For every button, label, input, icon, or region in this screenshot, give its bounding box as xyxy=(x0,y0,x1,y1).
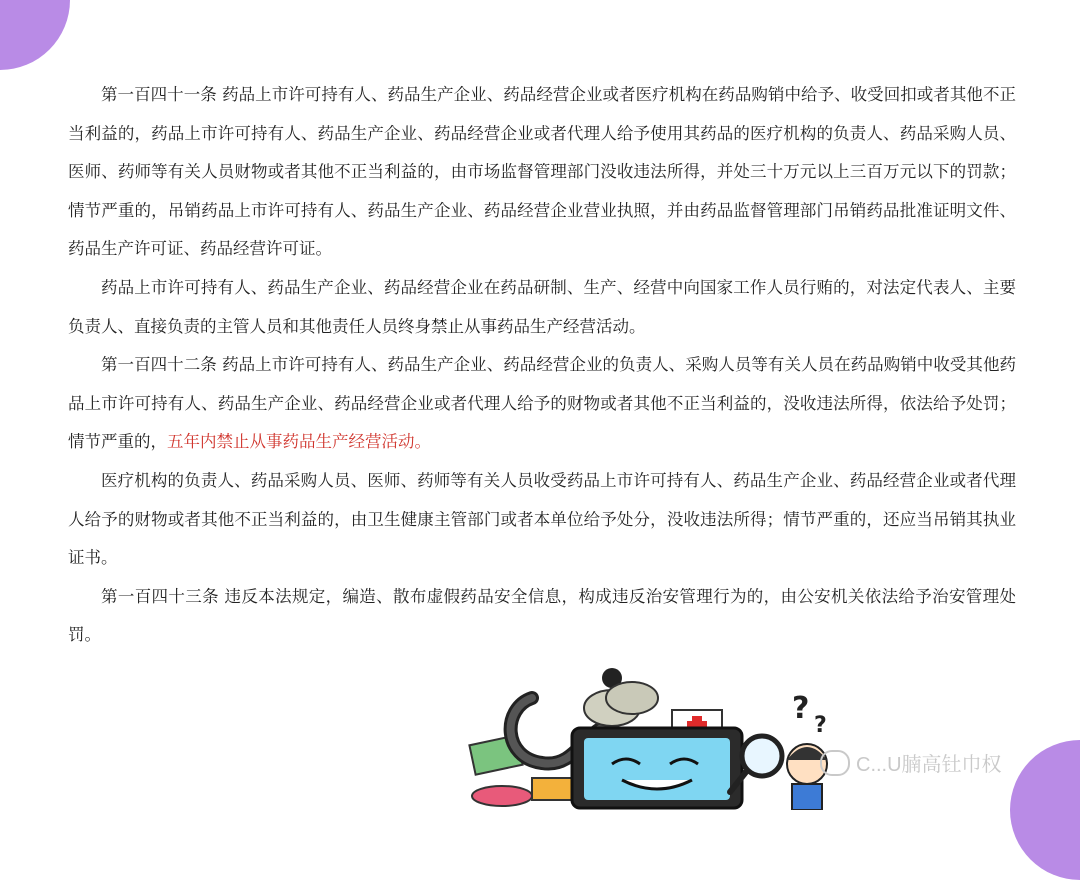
decorative-corner-top-left xyxy=(0,0,70,70)
law-text-body xyxy=(68,76,1016,655)
decorative-corner-bottom-right xyxy=(1010,740,1080,880)
svg-text:?: ? xyxy=(792,691,810,726)
paragraph-article-142: 第一百四十二条 药品上市许可持有人、药品生产企业、药品经营企业的负责人、采购人员等有关人员在药品购销中收受其他药品上市许可持有人、药品生产企业、药品经营企业或者代理人给予的财物或者其他不正当利益的，没收违法所得，依法给予处罚；情节严重的，五年内禁止从事药品生产经营活动。 xyxy=(68,355,1016,452)
paragraph-article-143: 第一百四十三条 违反本法规定，编造、散布虚假药品安全信息，构成违反治安管理行为的，由公安机关依法给予治安管理处罚。 xyxy=(68,586,1016,645)
watermark-text: C...U腩高钍巾权 xyxy=(856,754,1002,776)
svg-text:?: ? xyxy=(814,713,827,738)
highlight-penalty-text: 五年内禁止从事药品生产经营活动。 xyxy=(167,432,431,452)
cartoon-illustration xyxy=(462,668,882,810)
wechat-icon xyxy=(820,750,850,776)
paragraph-medical-institution-clause: 医疗机构的负责人、药品采购人员、医师、药师等有关人员收受药品上市许可持有人、药品生产企业、药品经营企业或者代理人给予的财物或者其他不正当利益的，由卫生健康主管部门或者本单位给予处分，没收违法所得；情节严重的，还应当吊销其执业证书。 xyxy=(68,470,1016,568)
paragraph-bribery-clause: 药品上市许可持有人、药品生产企业、药品经营企业在药品研制、生产、经营中向国家工作人员行贿的，对法定代表人、主要负责人、直接负责的主管人员和其他责任人员终身禁止从事药品生产经营活动。 xyxy=(68,277,1016,336)
paragraph-article-141: 第一百四十一条 药品上市许可持有人、药品生产企业、药品经营企业或者医疗机构在药品购销中给予、收受回扣或者其他不正当利益的，药品上市许可持有人、药品生产企业、药品经营企业或者代理人给予使用其药品的医疗机构的负责人、药品采购人员、医师、药师等有关人员财物或者其他不正当利益的，由市场监督管理部门没收违法所得，并处三十万元以上三百万元以下的罚款；情节严重的，吊销药品上市许可持有人、药品生产企业、药品经营企业营业执照，并由药品监督管理部门吊销药品批准证明文件、药品生产许可证、药品经营许可证。 xyxy=(68,85,1016,259)
wechat-watermark xyxy=(820,748,1002,777)
